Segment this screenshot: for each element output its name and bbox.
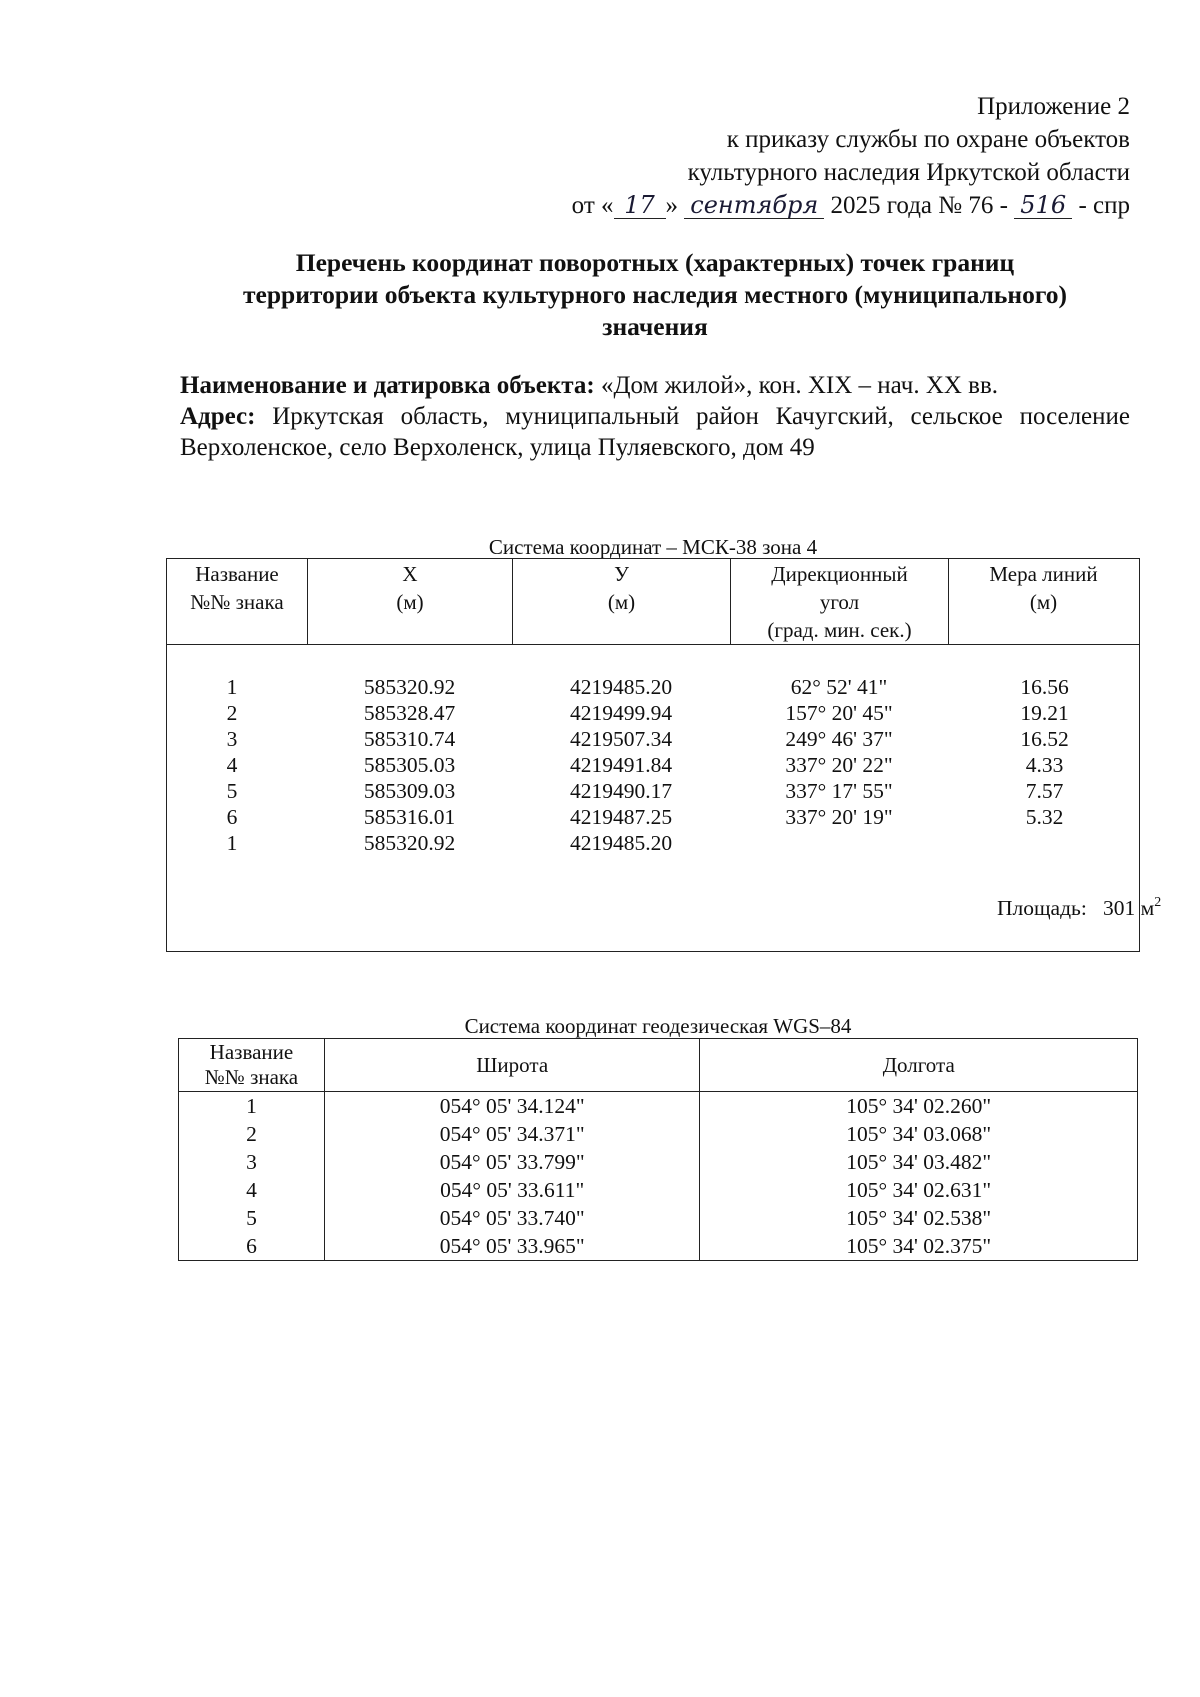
- appendix-line-2: к приказу службы по охране объектов: [726, 126, 1130, 153]
- table1-header-angle: [730, 559, 948, 644]
- area-value: 301 м: [1102, 896, 1155, 920]
- object-address-label: Адрес:: [180, 403, 256, 430]
- table1-header-angle-l3: (град. мин. сек.): [767, 618, 912, 642]
- table2-cell-lon: 105° 34' 03.482": [700, 1148, 1138, 1176]
- table2-row: [179, 1120, 1138, 1148]
- appendix-header: [572, 90, 1130, 222]
- table1-cell-len: 7.57: [1025, 779, 1064, 803]
- table2-row: [179, 1092, 1138, 1121]
- table2-cell-n: 6: [179, 1232, 325, 1261]
- table1-cell-y: 4219490.17: [569, 779, 673, 803]
- object-name-label: Наименование и датировка объекта:: [180, 372, 595, 399]
- table2-header-latitude: Широта: [324, 1039, 700, 1092]
- table2-row: [179, 1148, 1138, 1176]
- table2-cell-lat: 054° 05' 34.371": [324, 1120, 700, 1148]
- table1-cell-angle: 337° 20' 22": [785, 753, 893, 777]
- table1-cell-angle: 337° 17' 55": [785, 779, 893, 803]
- table1-cell-len: 4.33: [1025, 753, 1064, 777]
- table2-cell-lon: 105° 34' 02.538": [700, 1204, 1138, 1232]
- table1-header-y-l3: [513, 616, 730, 644]
- table1-caption: Система координат – МСК-38 зона 4: [488, 535, 818, 559]
- table2-header-point-line1: Название: [209, 1040, 294, 1064]
- table1-header-angle-l1: Дирекционный: [771, 562, 908, 586]
- table1-header-y-l1: У: [614, 562, 629, 586]
- appendix-line-1: Приложение 2: [977, 93, 1130, 120]
- table1-cell-len: 19.21: [1020, 701, 1069, 725]
- area-summary: [997, 889, 1161, 922]
- table1-header-x-l2: (м): [396, 590, 424, 614]
- handwritten-order-number: 516: [1014, 192, 1072, 219]
- table2-cell-lat: 054° 05' 33.965": [324, 1232, 700, 1261]
- table2-row: [179, 1204, 1138, 1232]
- table1-cell-y: 4219485.20: [569, 831, 673, 855]
- object-address-line: [180, 401, 1130, 463]
- title-line-1: Перечень координат поворотных (характерных) точек границ: [295, 248, 1015, 277]
- table1-header-point-l3: [167, 616, 307, 644]
- table2-cell-lon: 105° 34' 02.631": [700, 1176, 1138, 1204]
- table1-cell-x: 585305.03: [363, 753, 456, 777]
- handwritten-day: 17: [614, 192, 666, 219]
- table1-header-point-l1: Название: [195, 562, 279, 586]
- table1-header-point: [167, 559, 307, 644]
- table1-cell-n: 4: [226, 753, 238, 777]
- table1-cell-y: 4219491.84: [569, 753, 673, 777]
- object-name-line: [180, 370, 1130, 401]
- area-label: Площадь:: [997, 896, 1087, 920]
- table1-cell-len: 16.52: [1020, 727, 1069, 751]
- table2-row: [179, 1176, 1138, 1204]
- title-line-3: значения: [602, 312, 708, 341]
- table1-header-length-l3: [949, 616, 1138, 644]
- table2-cell-lat: 054° 05' 34.124": [324, 1092, 700, 1121]
- order-suffix: - спр: [1078, 192, 1130, 219]
- title-line-2: территории объекта культурного наследия местного (муниципального): [242, 280, 1068, 309]
- table1-row: [167, 725, 1139, 753]
- table1-row: [167, 751, 1139, 779]
- table1-header-angle-l2: угол: [819, 590, 860, 614]
- table1-header-x-l3: [308, 616, 512, 644]
- table1-cell-n: 1: [226, 675, 238, 699]
- table1-cell-x: 585328.47: [363, 701, 456, 725]
- table2-header-point: [179, 1039, 325, 1092]
- date-day-close: »: [665, 192, 679, 219]
- table1-cell-x: 585316.01: [363, 805, 456, 829]
- table1-cell-n: 3: [226, 727, 238, 751]
- table1-cell-len: 16.56: [1020, 675, 1069, 699]
- table1-cell-y: 4219487.25: [569, 805, 673, 829]
- table1-row: [167, 777, 1139, 805]
- table2-cell-lat: 054° 05' 33.740": [324, 1204, 700, 1232]
- table2-cell-n: 1: [179, 1092, 325, 1121]
- table1-cell-len: 5.32: [1025, 805, 1064, 829]
- table2-cell-n: 3: [179, 1148, 325, 1176]
- table2-header-row: [179, 1039, 1138, 1092]
- table2-body: [179, 1092, 1138, 1261]
- table1-cell-y: 4219507.34: [569, 727, 673, 751]
- table1-cell-x: 585320.92: [363, 831, 456, 855]
- table1-header-point-l2: №№ знака: [190, 590, 284, 614]
- table2-cell-n: 4: [179, 1176, 325, 1204]
- table2-cell-lat: 054° 05' 33.799": [324, 1148, 700, 1176]
- table1-cell-y: 4219499.94: [569, 701, 673, 725]
- table2-cell-lon: 105° 34' 02.260": [700, 1092, 1138, 1121]
- wgs84-coordinates-table: [178, 1038, 1138, 1261]
- table1-cell-n: 2: [226, 701, 238, 725]
- table2-caption: Система координат геодезическая WGS–84: [464, 1014, 852, 1038]
- table1-header-length: [948, 559, 1138, 644]
- table1-cell-angle: 337° 20' 19": [785, 805, 893, 829]
- table1-cell-n: 6: [226, 805, 238, 829]
- table1-header-x: [307, 559, 512, 644]
- table2-cell-lon: 105° 34' 02.375": [700, 1232, 1138, 1261]
- handwritten-month: сентября: [684, 192, 824, 219]
- table1-cell-angle: 157° 20' 45": [785, 701, 893, 725]
- table1-cell-n: 5: [226, 779, 238, 803]
- object-name-value: «Дом жилой», кон. XIX – нач. XX вв.: [600, 372, 999, 399]
- appendix-date-line: [572, 189, 1130, 222]
- table1-cell-y: 4219485.20: [569, 675, 673, 699]
- table1-row: [167, 829, 1139, 857]
- table1-cell-n: 1: [226, 831, 238, 855]
- table1-header-y: [512, 559, 730, 644]
- table1-header-length-l2: (м): [1029, 590, 1058, 614]
- table2-row: [179, 1232, 1138, 1261]
- table1-row: [167, 803, 1139, 831]
- table2-cell-n: 5: [179, 1204, 325, 1232]
- table2-cell-n: 2: [179, 1120, 325, 1148]
- area-unit-superscript: 2: [1154, 895, 1162, 910]
- msk38-coordinates-table: [166, 558, 1162, 952]
- table1-header: [167, 559, 1139, 645]
- table1-cell-angle: 249° 46' 37": [785, 727, 893, 751]
- table1-cell-x: 585320.92: [363, 675, 456, 699]
- table1-cell-x: 585309.03: [363, 779, 456, 803]
- date-prefix: от «: [571, 192, 614, 219]
- table1-header-x-l1: X: [402, 562, 418, 586]
- table2-header-longitude: Долгота: [700, 1039, 1138, 1092]
- table1-cell-x: 585310.74: [363, 727, 456, 751]
- table1-cell-angle: 62° 52' 41": [790, 675, 888, 699]
- object-address-value: Иркутская область, муниципальный район Качугский, сельское поселение Верхоленское, село Верхоленск, улица Пуляевского, дом 49: [180, 403, 1130, 461]
- table2-cell-lon: 105° 34' 03.068": [700, 1120, 1138, 1148]
- table1-row: [167, 673, 1139, 701]
- table1-header-length-l1: Мера линий: [989, 562, 1098, 586]
- table2-cell-lat: 054° 05' 33.611": [324, 1176, 700, 1204]
- table1-row: [167, 699, 1139, 727]
- table1-header-y-l2: (м): [607, 590, 636, 614]
- table2-header-point-line2: №№ знака: [204, 1065, 299, 1089]
- document-title: [175, 247, 1135, 343]
- object-info: [180, 370, 1130, 463]
- appendix-line-3: культурного наследия Иркутской области: [687, 159, 1130, 186]
- date-year-part: 2025 года № 76 -: [830, 192, 1008, 219]
